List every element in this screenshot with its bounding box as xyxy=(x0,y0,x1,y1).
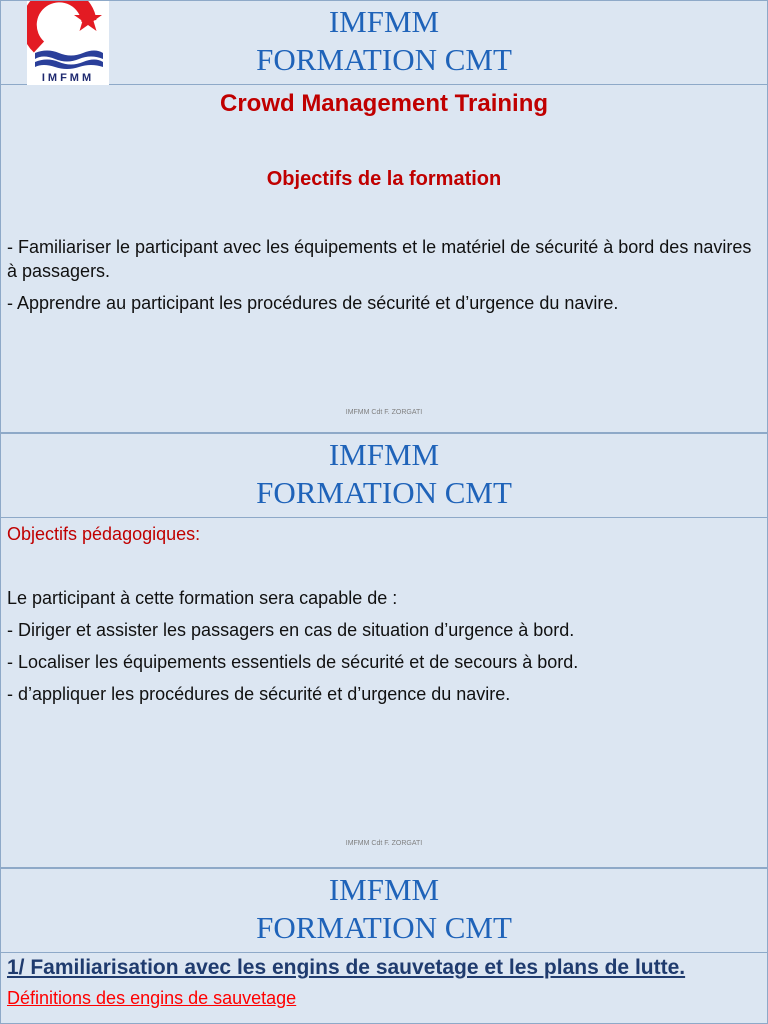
intro-text: Le participant à cette formation sera capable de : xyxy=(7,588,398,608)
bullet-item: - d’appliquer les procédures de sécurité et d’urgence du navire. xyxy=(7,684,511,704)
slide-title: Crowd Management Training xyxy=(219,90,549,117)
header-title: IMFMM xyxy=(328,4,440,39)
slide-header xyxy=(1,1,767,85)
slide-footer: IMFMM Cdt F. ZORGATI xyxy=(345,409,423,416)
bullet-item: - Localiser les équipements essentiels de sécurité et de secours à bord. xyxy=(7,652,579,672)
slide-2 xyxy=(0,433,768,868)
section-heading: Objectifs pédagogiques: xyxy=(7,524,201,544)
slide-header xyxy=(1,434,767,518)
slide-subtitle: Objectifs de la formation xyxy=(266,168,502,190)
bullet-item: - Diriger et assister les passagers en cas de situation d’urgence à bord. xyxy=(7,620,575,640)
header-title: IMFMM xyxy=(328,437,440,472)
bullet-item: - Apprendre au participant les procédures de sécurité et d’urgence du navire. xyxy=(7,293,619,313)
slide-footer: IMFMM Cdt F. ZORGATI xyxy=(345,840,423,847)
header-title: IMFMM xyxy=(328,872,440,907)
section-subheading: Définitions des engins de sauvetage xyxy=(7,988,297,1008)
section-heading: 1/ Familiarisation avec les engins de sauvetage et les plans de lutte. xyxy=(7,956,686,979)
bullet-item: - Familiariser le participant avec les équipements et le matériel de sécurité à bord des navires à passagers. xyxy=(7,237,752,281)
header-subtitle: FORMATION CMT xyxy=(256,910,512,945)
slide-header xyxy=(1,869,767,953)
header-subtitle: FORMATION CMT xyxy=(256,42,512,77)
svg-text:IMFMM: IMFMM xyxy=(41,72,95,84)
header-subtitle: FORMATION CMT xyxy=(256,475,512,510)
slide-1 xyxy=(0,0,768,433)
slide-3 xyxy=(0,868,768,1024)
